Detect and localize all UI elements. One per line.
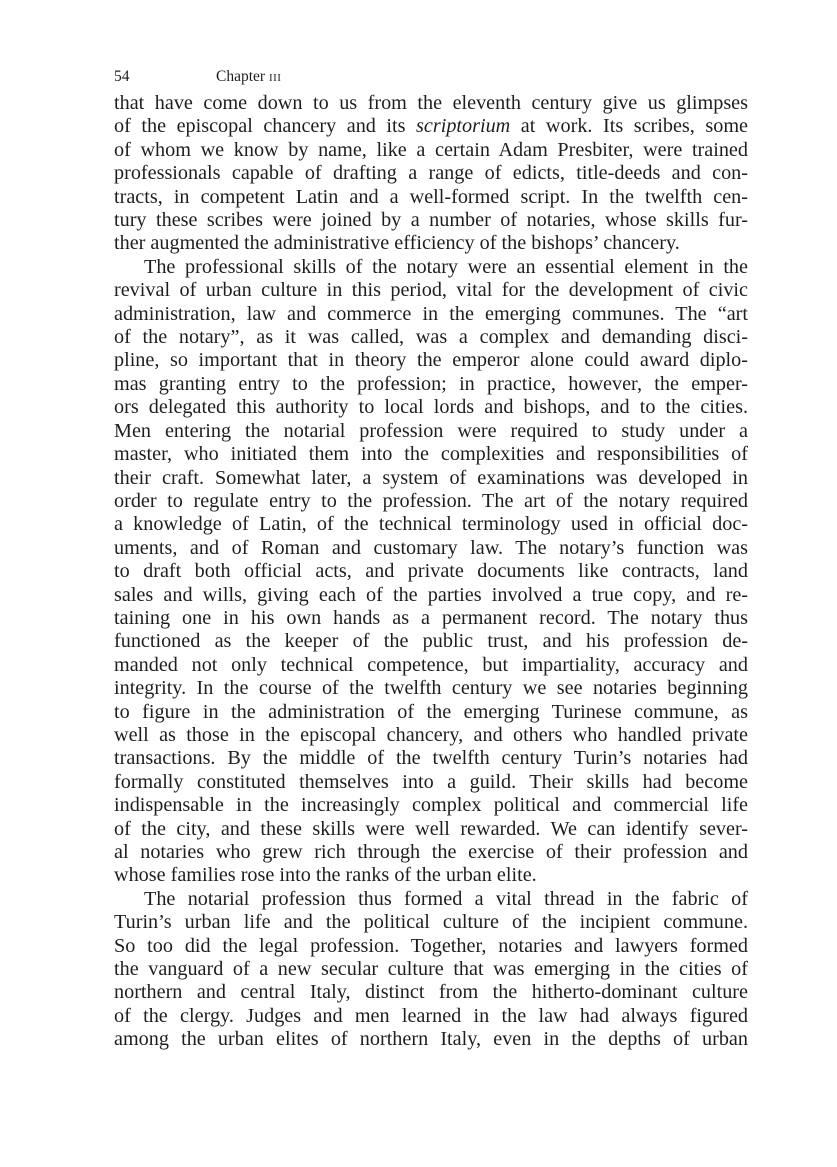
text-line: So too did the legal profession. Together, notaries and lawyers formed: [114, 934, 748, 957]
text-line: transactions. By the middle of the twelfth century Turin’s notaries had: [114, 747, 748, 770]
text-line: Men entering the notarial profession were required to study under a: [114, 419, 748, 442]
text-line: that have come down to us from the eleventh century give us glimpses: [114, 92, 748, 114]
text-line: al notaries who grew rich through the exercise of their profession and: [114, 841, 748, 863]
text-line: among the urban elites of northern Italy, even in the depths of urban: [114, 1028, 748, 1051]
text-line: functioned as the keeper of the public trust, and his profession de-: [114, 630, 748, 653]
text-line: of the city, and these skills were well rewarded. We can identify sever-: [114, 817, 748, 840]
text-line: ther augmented the administrative efficiency of the bishops’ chancery.: [114, 232, 680, 255]
running-head: [114, 62, 748, 92]
text-line: their craft. Somewhat later, a system of examinations was developed in: [114, 466, 748, 489]
text-line: of whom we know by name, like a certain Adam Presbiter, were trained: [114, 138, 748, 161]
text-line: The notarial profession thus formed a vital thread in the fabric of: [144, 887, 748, 910]
text-line: professionals capable of drafting a range of edicts, title-deeds and con-: [114, 162, 748, 185]
body-text: [114, 92, 748, 1052]
text-line: well as those in the episcopal chancery, and others who handled private: [114, 723, 748, 746]
page-content: [114, 62, 748, 1052]
chapter-word: Chapter: [216, 68, 266, 85]
text-line: of the notary”, as it was called, was a complex and demanding disci-: [114, 326, 748, 349]
text-line: [114, 115, 748, 138]
text-line: ors delegated this authority to local lords and bishops, and to the cities.: [114, 396, 748, 419]
text-line: The professional skills of the notary were an essential element in the: [144, 255, 748, 278]
text-line: pline, so important that in theory the emperor alone could award diplo-: [114, 349, 748, 372]
text-line: tury these scribes were joined by a number of notaries, whose skills fur-: [114, 209, 748, 232]
text-line: whose families rose into the ranks of the urban elite.: [114, 864, 537, 887]
text-line: to figure in the administration of the emerging Turinese commune, as: [114, 700, 748, 723]
text-line: indispensable in the increasingly complex political and commercial life: [114, 794, 748, 817]
text-line: to draft both official acts, and private documents like contracts, land: [114, 560, 748, 583]
text-line: taining one in his own hands as a permanent record. The notary thus: [114, 606, 748, 629]
text-line: uments, and of Roman and customary law. The notary’s function was: [114, 536, 748, 559]
text-line: the vanguard of a new secular culture that was emerging in the cities of: [114, 958, 748, 981]
text-segment: of the episcopal chancery and its: [114, 115, 417, 138]
text-line: mas granting entry to the profession; in practice, however, the emper-: [114, 372, 748, 395]
page-number: 54: [114, 68, 130, 85]
text-line: administration, law and commerce in the emerging communes. The “art: [114, 302, 748, 325]
text-segment: at work. Its scribes, some: [510, 115, 748, 138]
text-line: revival of urban culture in this period, vital for the development of civic: [114, 279, 748, 302]
paragraph: [114, 92, 748, 256]
text-line: northern and central Italy, distinct from the hitherto-dominant culture: [114, 981, 748, 1004]
text-line: manded not only technical competence, but impartiality, accuracy and: [114, 653, 748, 676]
text-line: tracts, in competent Latin and a well-formed script. In the twelfth cen-: [114, 185, 748, 208]
text-line: of the clergy. Judges and men learned in the law had always figured: [114, 1004, 748, 1027]
paragraph: [114, 256, 748, 888]
chapter-numeral: iii: [268, 68, 282, 85]
text-line: integrity. In the course of the twelfth century we see notaries beginning: [114, 677, 748, 700]
text-line: sales and wills, giving each of the parties involved a true copy, and re-: [114, 583, 748, 606]
text-line: formally constituted themselves into a guild. Their skills had become: [114, 770, 748, 793]
paragraph: [114, 888, 748, 1052]
text-line: master, who initiated them into the complexities and responsibilities of: [114, 443, 748, 466]
text-line: a knowledge of Latin, of the technical terminology used in official doc-: [114, 513, 748, 536]
chapter-title: [216, 62, 281, 92]
text-line: Turin’s urban life and the political culture of the incipient commune.: [114, 911, 748, 934]
italic-term: scriptorium: [416, 115, 511, 138]
text-line: order to regulate entry to the profession. The art of the notary required: [114, 489, 748, 512]
